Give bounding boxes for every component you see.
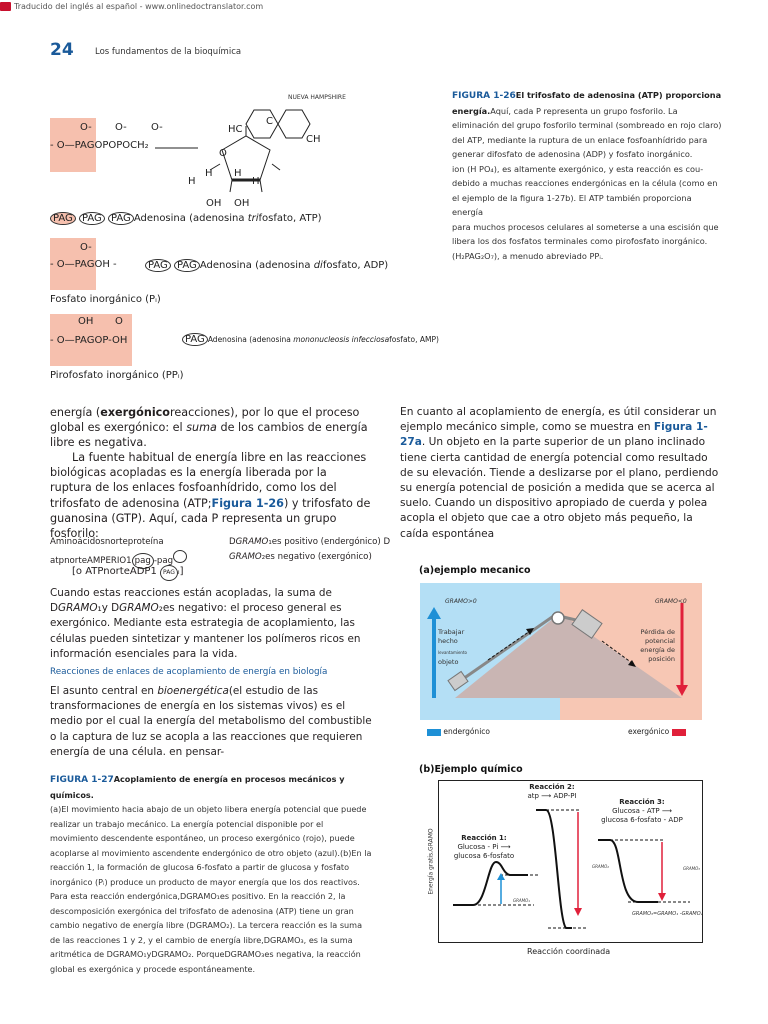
figure-1-27a-title: (a)ejemplo mecanico xyxy=(419,565,531,576)
atp-p3: PAG xyxy=(108,212,134,225)
atp-o2: O- xyxy=(115,122,127,133)
running-title: Los fundamentos de la bioquímica xyxy=(95,47,242,57)
red-swatch xyxy=(672,729,686,736)
atp-c: C xyxy=(266,116,273,127)
figure-1-27b-title: (b)Ejemplo químico xyxy=(419,764,523,775)
atp-chain: - O—PAGOPOPOCH₂ xyxy=(50,140,149,151)
left-paragraph-1: energía (exergónicoreacciones), por lo que el proceso global es exergónico: el suma de los cambios de energía libre es negativa. xyxy=(50,406,368,450)
atp-h3: H xyxy=(234,168,242,179)
atp-oh2: OH xyxy=(234,198,250,209)
y-axis-label: Energía gratis,GRAMO xyxy=(427,828,435,895)
reaction-2-label: Reacción 2: atp ⟶ ADP-PI xyxy=(527,783,577,800)
atp-ch: CH xyxy=(306,134,321,145)
atp-h2: H xyxy=(205,168,213,179)
adp-p1: PAG xyxy=(145,259,171,272)
g1-label: GRAMO₁ xyxy=(513,898,530,903)
atp-p1: PAG xyxy=(50,212,76,225)
ppi-label: Pirofosfato inorgánico (PPᵢ) xyxy=(50,370,184,381)
gramo-positive: GRAMO>0 xyxy=(445,598,477,605)
ppi-chain: - O—PAGOP-OH xyxy=(50,335,128,346)
right-paragraph-1: En cuanto al acoplamiento de energía, es útil considerar un ejemplo mecánico simple, como se muestra en Figura 1-27a. Un objeto en la parte superior de un plano inclinado tiene cierta cantidad de energía potencial como resultado de su elevación. Tiende a deslizarse por el plano, perdiendo su energía potencial de posición a medida que se acerca al suelo. Cuando un dispositivo apropiado de cuerda y polea acopla el objeto que cae a otro objeto más pequeño, la caída espontánea xyxy=(400,406,719,540)
atp-o3: O- xyxy=(151,122,163,133)
adp-name: PAG PAG Adenosina (adenosina difosfato, ADP) xyxy=(145,259,388,272)
figure-1-27-caption: FIGURA 1-27Acoplamiento de energía en procesos mecánicos y químicos. (a)El movimiento hacia abajo de un objeto libera energía potencial que puede realizar un trabajo mecánico. La energía potencial disponible por el movimiento descendente espontáneo, un proceso exergónico (rojo), puede acoplarse al movimiento ascendente endergónico de otro objeto (azul).(b)En la reacción 1, la formación de glucosa 6-fosfato a partir de glucosa y fosfato inorgánico (Pᵢ) produce un producto de mayor energía que los dos reactivos. Para esta reacción endergónica,DGRAMO₁es positivo. En la reacción 2, la descomposición exergónica del trifosfato de adenosina (ATP) tiene un gran cambio negativo de energía libre (DGRAMO₂). La tercera reacción es la suma de las reacciones 1 y 2, y el cambio de energía libre,DGRAMO₃, es la suma aritmética de DGRAMO₁yDGRAMO₂. PorqueDGRAMO₃es negativa, la reacción global es exergónica y procede espontáneamente. xyxy=(50,774,372,974)
atp-p2: PAG xyxy=(79,212,105,225)
adp-o: O- xyxy=(80,242,92,253)
eq2-right: GRAMO₂es negativo (exergónico) xyxy=(229,552,372,562)
atp-name: PAG PAG PAG Adenosina (adenosina trifosfato, ATP) xyxy=(50,212,322,225)
eq1-left: Aminoácidosnorteproteína xyxy=(50,537,164,547)
atp-h1: H xyxy=(188,176,196,187)
atp-o1: O- xyxy=(80,122,92,133)
pulley xyxy=(552,612,564,624)
x-axis-label: Reacción coordinada xyxy=(527,947,611,956)
figure-1-27-label: FIGURA 1-27 xyxy=(50,775,114,785)
atp-top-note: NUEVA HAMPSHIRE xyxy=(288,94,346,101)
atp-h4: H xyxy=(252,176,260,187)
g2-label: GRAMO₂ xyxy=(592,864,609,869)
work-done-label: Trabajar hecho levantamiento objeto xyxy=(438,628,467,666)
blue-swatch xyxy=(427,729,441,736)
eq1-right: DGRAMO₁es positivo (endergónico) D xyxy=(229,537,391,547)
loss-label: Pérdida de potencial energía de posición xyxy=(640,628,675,663)
eq3: [o ATPnorteADP1 PAG ᵢ] xyxy=(72,565,184,581)
left-paragraph-4: El asunto central en bioenergética(el estudio de las transformaciones de energía en los sistemas vivos) es el medio por el cual la energía del metabolismo del combustible o la captura de luz se acopla a las reacciones que requieren energía de una célula. en pensar- xyxy=(50,685,372,758)
figure-1-26-caption: FIGURA 1-26El trifosfato de adenosina (ATP) proporciona energía.Aquí, cada P representa un grupo fosforilo. La eliminación del grupo fosforilo terminal (sombreado en rojo claro) del ATP, mediante la ruptura de un enlace fosfoanhídrido para generar difosfato de adenosina (ADP) y fosfato inorgánico. ion (H PO₄), es altamente exergónico, y esta reacción es cou- debido a muchas reacciones endergónicas en la célula (como en el ejemplo de la figura 1-27b). El ATP también proporciona energía para muchos procesos celulares al someterse a una escisión que libera los dos fosfatos terminales como pirofosfato inorgánico. (H₂PAG₂O₇), a menudo abreviado PPᵢ. xyxy=(452,90,722,261)
translation-banner[interactable] xyxy=(0,0,263,12)
ppi-oh: OH xyxy=(78,316,94,327)
reaction-1-label: Reacción 1: Glucosa - Pi ⟶ glucosa 6-fosfato xyxy=(453,834,515,860)
page-number: 24 xyxy=(50,40,74,60)
eq2-left: atpnorteAMPERIO1 pag -pag xyxy=(50,550,187,569)
adp-chain: - O—PAGOH - xyxy=(50,259,117,270)
left-paragraph-2: La fuente habitual de energía libre en las reacciones biológicas acopladas es la energía liberada por la ruptura de los enlaces fosfoanhídrido, como los del trifosfato de adenosina (ATP;Figura 1-26) y trifosfato de guanosina (GTP). Aquí, cada P representa un grupo fosforilo: xyxy=(50,451,371,541)
amp-name: PAG Adenosina (adenosina mononucleosis infecciosafosfato, AMP) xyxy=(182,333,439,346)
reaction-2-curve xyxy=(536,810,572,928)
atp-ring-o: O xyxy=(219,148,227,159)
adp-p2: PAG xyxy=(174,259,200,272)
atp-hc: HC xyxy=(228,124,243,135)
section-heading: Reacciones de enlaces de acoplamiento de energía en biología xyxy=(50,667,328,677)
g3-label: GRAMO₃ xyxy=(683,866,700,871)
atp-oh1: OH xyxy=(206,198,222,209)
legend-exergonic: exergónico xyxy=(628,727,686,736)
pi-label: Fosfato inorgánico (Pᵢ) xyxy=(50,294,161,305)
amp-p: PAG xyxy=(182,333,208,346)
figure-1-26-link[interactable]: Figura 1-26 xyxy=(211,496,284,510)
banner-text: Traducido del inglés al español - www.onlinedoctranslator.com xyxy=(14,1,264,11)
ppi-o: O xyxy=(115,316,123,327)
figure-1-26-label: FIGURA 1-26 xyxy=(452,91,516,101)
figure-1-27a-link[interactable]: Figura 1-27a xyxy=(400,421,708,449)
pdf-icon xyxy=(0,2,11,11)
legend-endergonic: endergónico xyxy=(427,727,490,736)
gramo-negative: GRAMO<0 xyxy=(655,598,687,605)
reaction-3-label: Reacción 3: Glucosa - ATP ⟶ glucosa 6-fosfato - ADP xyxy=(601,798,683,824)
reaction-3-curve xyxy=(598,840,658,902)
left-paragraph-3: Cuando estas reacciones están acopladas, la suma de DGRAMO₁y DGRAMO₂es negativo: el proceso general es exergónico. Mediante esta estrategia de acoplamiento, las células pueden sintetizar y mantener los polímeros ricos en información esenciales para la vida. xyxy=(50,587,361,660)
atp-ring-structure xyxy=(150,88,370,210)
gsum-label: GRAMO₃=GRAMO₁ -GRAMO₂ xyxy=(632,911,703,917)
